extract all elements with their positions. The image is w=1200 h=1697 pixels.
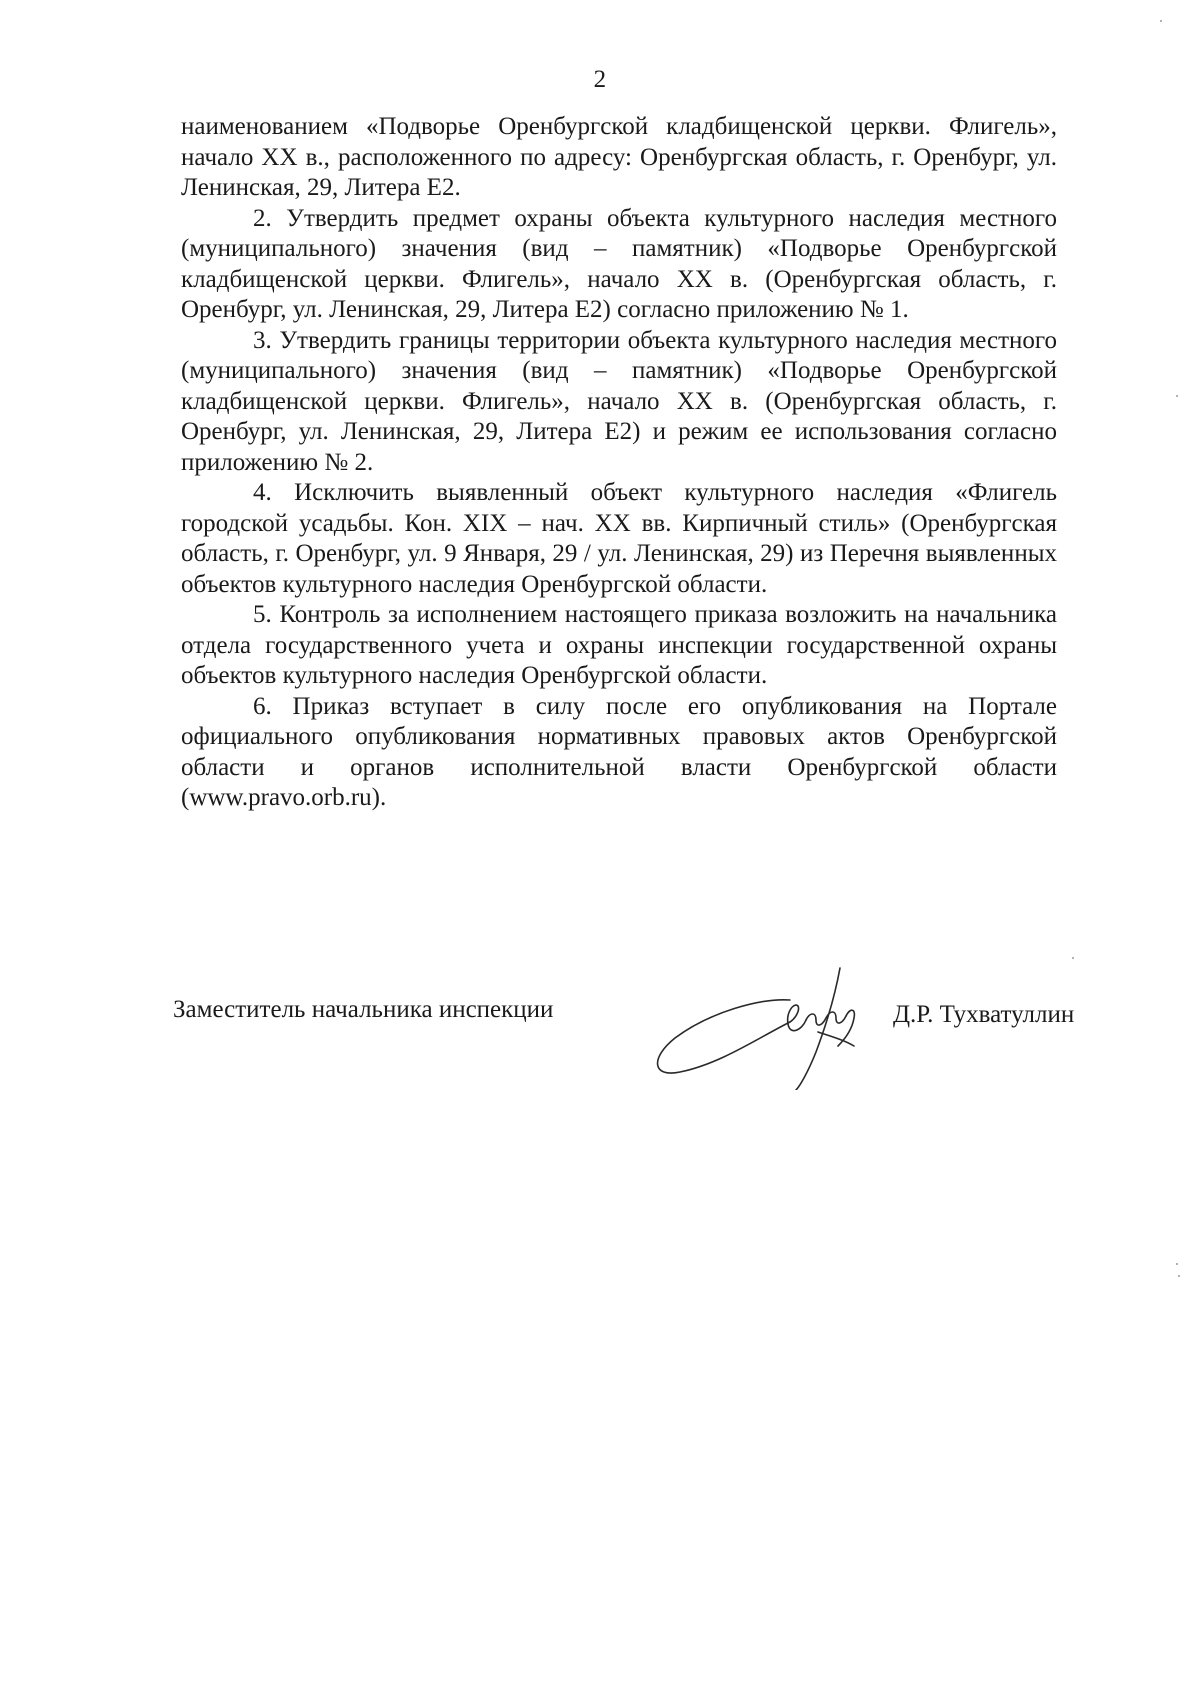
document-body — [181, 112, 1057, 814]
scan-speck — [1072, 957, 1074, 959]
page-number: 2 — [593, 66, 607, 93]
paragraph-item-3: 3. Утвердить границы территории объекта культурного наследия местного (муниципального) значения (вид – памятник) «Подворье Оренбургской кладбищенской церкви. Флигель», начало XX в. (Оренбургская область, г. Оренбург, ул. Ленинская, 29, Литера Е2) и режим ее использования согласно приложению № 2. — [181, 326, 1057, 476]
paragraph-item-5: 5. Контроль за исполнением настоящего приказа возложить на начальника отдела государственного учета и охраны инспекции государственной охраны объектов культурного наследия Оренбургской области. — [181, 601, 1057, 689]
paragraph-item-2: 2. Утвердить предмет охраны объекта культурного наследия местного (муниципального) значения (вид – памятник) «Подворье Оренбургской кладбищенской церкви. Флигель», начало XX в. (Оренбургская область, г. Оренбург, ул. Ленинская, 29, Литера Е2) согласно приложению № 1. — [181, 204, 1057, 323]
scan-speck — [1178, 1275, 1180, 1277]
scan-speck — [1176, 1263, 1178, 1265]
paragraph-continuation: наименованием «Подворье Оренбургской кладбищенской церкви. Флигель», начало XX в., расположенного по адресу: Оренбургская область, г. Оренбург, ул. Ленинская, 29, Литера Е2. — [181, 113, 1057, 201]
scan-speck — [1160, 20, 1162, 22]
signatory-position: Заместитель начальника инспекции — [173, 996, 554, 1023]
paragraph-item-4: 4. Исключить выявленный объект культурного наследия «Флигель городской усадьбы. Кон. XIX – нач. XX вв. Кирпичный стиль» (Оренбургская область, г. Оренбург, ул. 9 Января, 29 / ул. Ленинская, 29) из Перечня выявленных объектов культурного наследия Оренбургской области. — [181, 479, 1057, 598]
scan-speck — [1176, 395, 1178, 397]
paragraph-item-6: 6. Приказ вступает в силу после его опубликования на Портале официального опубликования нормативных правовых актов Оренбургской области и органов исполнительной власти Оренбургской области (www.pravo.orb.ru). — [181, 692, 1057, 811]
handwritten-signature — [640, 960, 880, 1090]
signatory-name: Д.Р. Тухватуллин — [893, 1001, 1075, 1028]
